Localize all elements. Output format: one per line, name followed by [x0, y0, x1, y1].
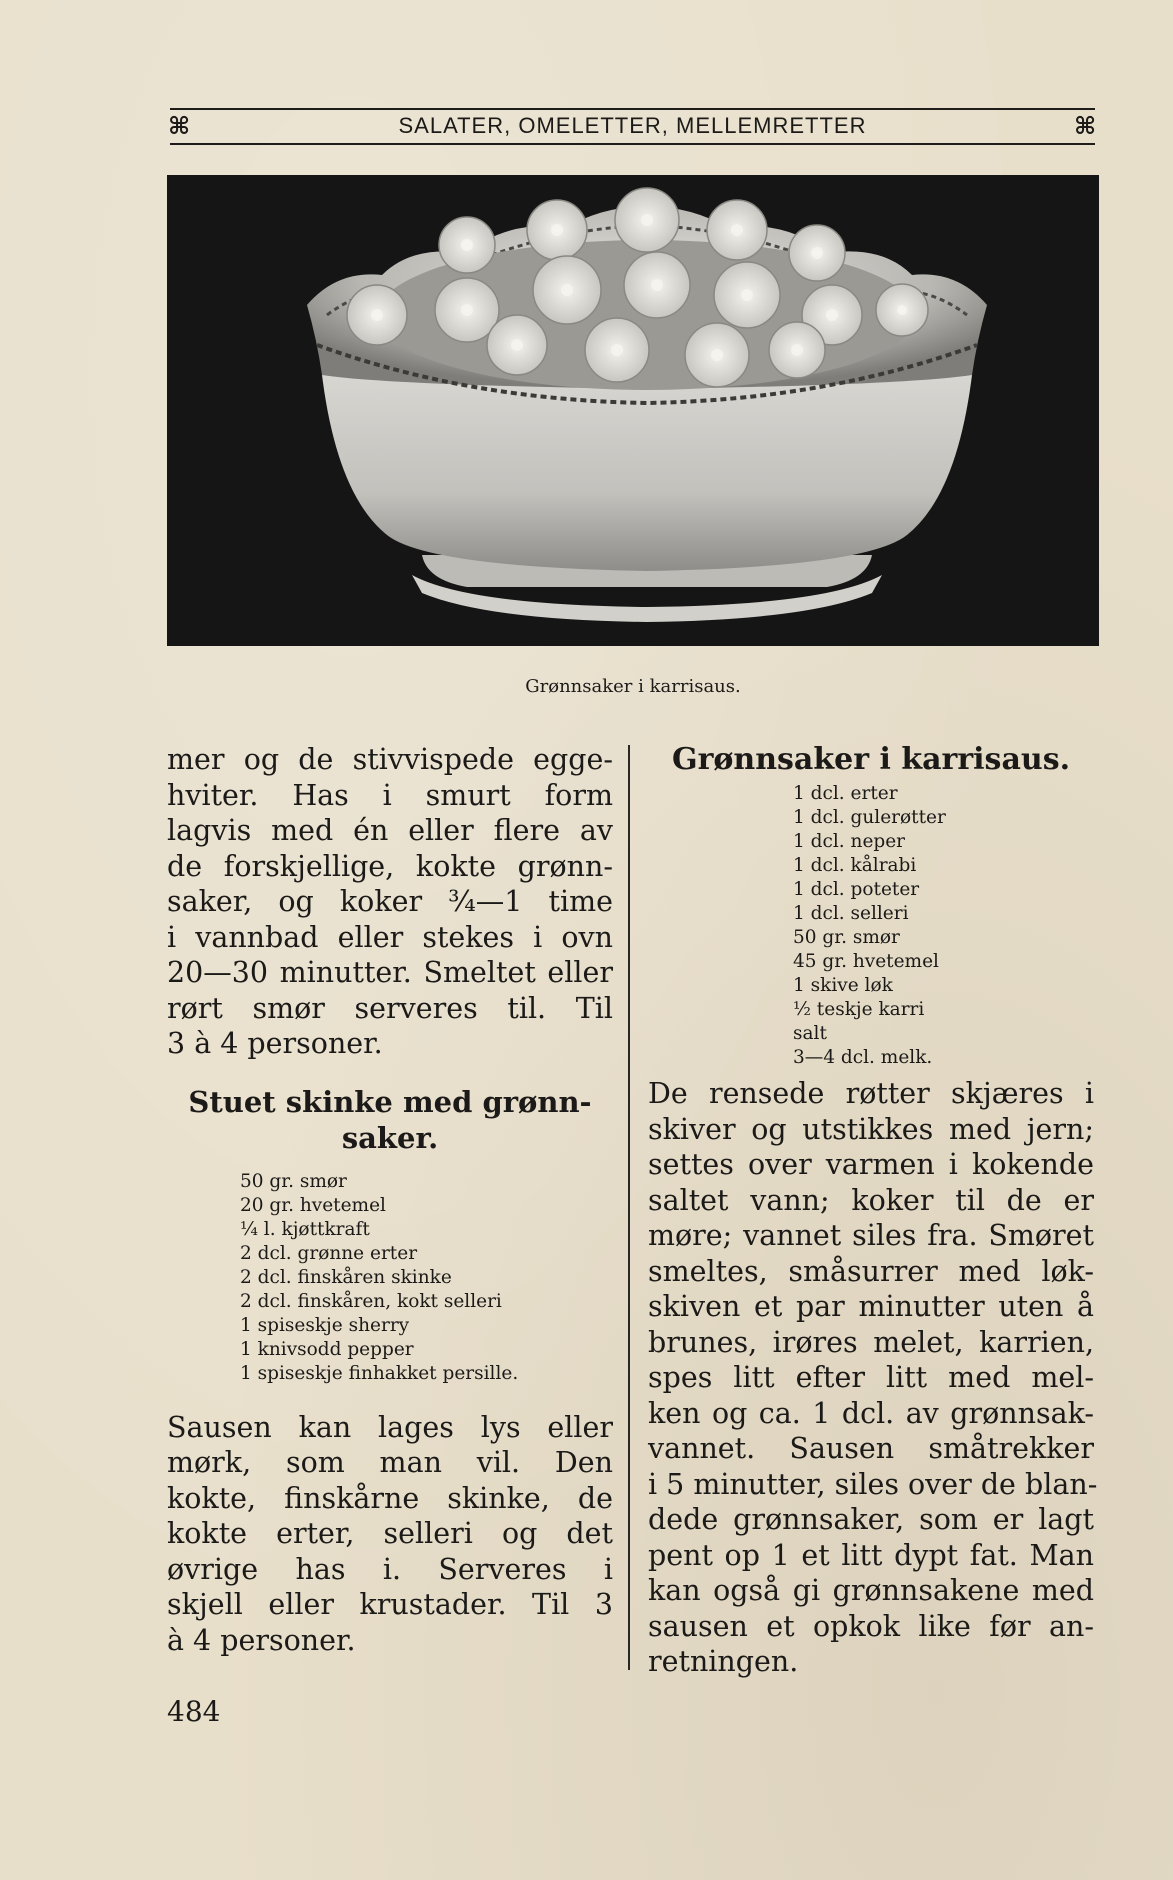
ingredient-item: 1 skive løk — [793, 975, 893, 996]
text-line: i 5 minutter, siles over de blan- — [648, 1467, 1098, 1501]
text-line: settes over varmen i kokende — [648, 1148, 1094, 1181]
ingredient-item: ½ teskje karri — [793, 999, 925, 1020]
text-line: pent op 1 et litt dypt fat. Man — [648, 1538, 1094, 1572]
text-line: dede grønnsaker, som er lagt — [648, 1503, 1094, 1536]
ingredient-item: 1 dcl. neper — [793, 831, 906, 852]
text-line: brunes, irøres melet, karrien, — [648, 1325, 1094, 1359]
left-column — [167, 742, 613, 1658]
text-line: rørt smør serveres til. Til — [167, 991, 613, 1025]
header-rule-bottom — [170, 143, 1095, 145]
ingredient-item: 2 dcl. grønne erter — [240, 1242, 418, 1264]
text-line: lagvis med én eller flere av — [167, 814, 613, 847]
text-line: kokte erter, selleri og det — [167, 1517, 613, 1550]
heading-line: Stuet skinke med grønn- — [188, 1084, 592, 1119]
ingredient-item: 1 dcl. selleri — [793, 903, 909, 924]
ingredient-item: 1 spiseskje sherry — [240, 1314, 410, 1336]
continued-recipe-text — [167, 742, 613, 1062]
ingredient-item: 2 dcl. finskåren skinke — [240, 1266, 452, 1288]
heading-line: saker. — [341, 1120, 439, 1155]
text-line: saltet vann; koker til de er — [648, 1183, 1094, 1217]
ingredient-item: 1 spiseskje finhakket persille. — [240, 1362, 519, 1384]
text-line: 20—30 minutter. Smeltet eller — [167, 956, 613, 989]
ingredient-item: 1 dcl. poteter — [793, 879, 920, 900]
text-line: spes litt efter litt med mel- — [648, 1361, 1094, 1394]
text-line: ken og ca. 1 dcl. av grønnsak- — [648, 1396, 1094, 1430]
ingredient-item: 1 knivsodd pepper — [240, 1338, 414, 1360]
text-line: saker, og koker ¾—1 time — [167, 885, 613, 918]
text-line: i vannbad eller stekes i ovn — [167, 920, 613, 954]
text-line: de forskjellige, kokte grønn- — [167, 849, 613, 883]
recipe-heading-stuet-skinke — [167, 1084, 613, 1156]
text-line: De rensede røtter skjæres i — [648, 1077, 1094, 1110]
ingredient-list — [167, 1170, 613, 1386]
header-ornament-left-icon: ⌘ — [168, 112, 191, 140]
ingredient-item: 20 gr. hvetemel — [240, 1194, 386, 1216]
text-line: skiver og utstikkes med jern; — [648, 1112, 1094, 1146]
text-line: øvrige has i. Serveres i — [167, 1552, 613, 1586]
text-line: Sausen kan lages lys eller — [167, 1410, 613, 1444]
recipe-method-text — [167, 1410, 613, 1659]
text-line: mørk, som man vil. Den — [167, 1446, 613, 1479]
text-line: vannet. Sausen småtrekker — [648, 1432, 1094, 1465]
photo-caption: Grønnsaker i karrisaus. — [525, 676, 741, 697]
ingredient-item: 1 dcl. gulerøtter — [793, 807, 946, 828]
right-column — [648, 742, 1098, 1680]
text-line: smeltes, småsurrer med løk- — [648, 1254, 1094, 1288]
text-line: mer og de stivvispede egge- — [167, 743, 613, 776]
text-line: kan også gi grønnsakene med — [648, 1574, 1094, 1607]
ingredient-item: 50 gr. smør — [240, 1170, 347, 1192]
ingredient-item: 3—4 dcl. melk. — [793, 1047, 933, 1068]
ingredient-item: salt — [793, 1023, 827, 1044]
page-number: 484 — [167, 1695, 221, 1728]
text-line: à 4 personer. — [167, 1623, 356, 1657]
ingredient-item: 1 dcl. kålrabi — [793, 855, 917, 876]
text-line: retningen. — [648, 1645, 799, 1678]
text-line: skjell eller krustader. Til 3 — [167, 1588, 613, 1621]
dish-photograph — [167, 175, 1099, 646]
ingredient-item: 45 gr. hvetemel — [793, 951, 939, 972]
text-line: skiven et par minutter uten å — [648, 1290, 1094, 1323]
recipe-heading-gronnsaker: Grønnsaker i karrisaus. — [671, 742, 1071, 777]
ingredient-item: ¼ l. kjøttkraft — [240, 1218, 370, 1240]
text-line: sausen et opkok like før an- — [648, 1609, 1094, 1643]
text-line: møre; vannet siles fra. Smøret — [648, 1219, 1094, 1252]
text-line: kokte, finskårne skinke, de — [167, 1481, 613, 1515]
recipe-method-text — [648, 1076, 1098, 1680]
text-line: 3 à 4 personer. — [167, 1027, 383, 1060]
ingredient-item: 50 gr. smør — [793, 927, 900, 948]
header-rule-top — [170, 108, 1095, 110]
column-divider — [628, 745, 630, 1670]
ingredient-list — [648, 782, 1094, 1070]
ingredient-item: 1 dcl. erter — [793, 783, 898, 804]
header-ornament-right-icon: ⌘ — [1074, 112, 1097, 140]
ingredient-item: 2 dcl. finskåren, kokt selleri — [240, 1290, 502, 1312]
running-header-title: SALATER, OMELETTER, MELLEMRETTER — [398, 113, 867, 138]
text-line: hviter. Has i smurt form — [167, 778, 613, 812]
